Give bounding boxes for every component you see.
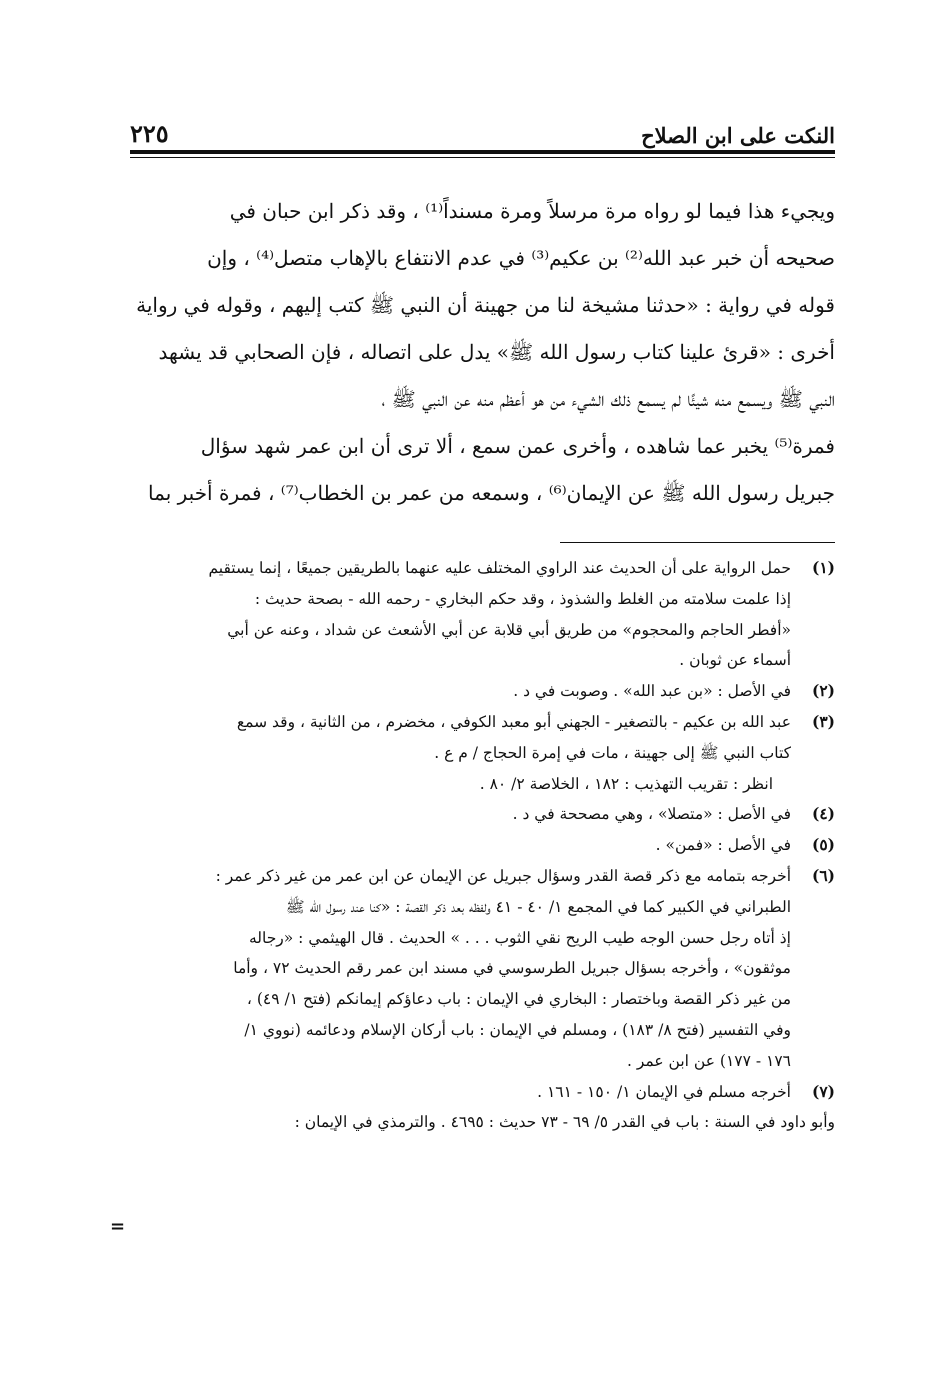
footnote-text — [110, 861, 791, 1077]
footnote-3 — [110, 707, 835, 799]
footnote-number: (٥) — [811, 835, 835, 855]
footnote-line: في الأصل : «فمن» . — [655, 836, 791, 855]
footnote-line: عبد الله بن عكيم - بالتصغير - الجهني أبو معبد الكوفي ، مخضرم ، من الثانية ، وقد سمع — [236, 712, 791, 731]
footnote-line: ١٧٦ - ١٧٧) عن ابن عمر . — [627, 1051, 791, 1070]
footnotes — [110, 553, 835, 1138]
footnote-7 — [110, 1077, 835, 1108]
footnote-1 — [110, 553, 835, 676]
header-rule-thick — [130, 150, 835, 154]
body-line: صحيحه أن خبر عبد الله⁽²⁾ بن عكيم⁽³⁾ في عدم الانتفاع بالإهاب متصل⁽⁴⁾ ، وإن — [207, 246, 835, 270]
footnote-separator — [560, 542, 835, 543]
footnote-line: «أفطر الحاجم والمحجوم» من طريق أبي قلابة عن أبي الأشعث عن شداد ، وعنه عن أبي — [227, 620, 791, 639]
footnote-4 — [110, 799, 835, 830]
body-line: فمرة⁽⁵⁾ يخبر عما شاهده ، وأخرى عمن سمع ، ألا ترى أن ابن عمر شهد سؤال — [200, 434, 835, 458]
footnote-line: أخرجه بتمامه مع ذكر قصة القدر وسؤال جبريل عن الإيمان عن ابن عمر من غير ذكر عمر : — [215, 866, 791, 885]
body-line: ويجيء هذا فيما لو رواه مرة مرسلاً ومرة مسنداً⁽¹⁾ ، وقد ذكر ابن حبان في — [229, 199, 835, 223]
footnote-line: حمل الرواية على أن الحديث عند الراوي المختلف عليه عنهما بالطريقين جميعًا ، إنما يستقيم — [208, 559, 791, 577]
footnote-number: (٢) — [811, 681, 835, 701]
body-line: أخرى : «قرئ علينا كتاب رسول الله ﷺ» يدل على اتصاله ، فإن الصحابي قد يشهد — [158, 340, 835, 364]
footnote-line: موثقون» ، وأخرجه بسؤال جبريل الطرسوسي في مسند ابن عمر رقم الحديث ٧٢ ، وأما — [233, 959, 791, 978]
footnote-line: في الأصل : «متصلا» ، وهي مصححة في د . — [512, 805, 791, 824]
header-rule-thin — [130, 157, 835, 158]
footnote-continuation: وأبو داود في السنة : باب في القدر ٥/ ٦٩ - ٧٣ حديث : ٤٦٩٥ . والترمذي في الإيمان : — [294, 1113, 835, 1132]
page-header — [130, 112, 835, 148]
footnote-number: (٧) — [811, 1081, 835, 1101]
running-title: النكت على ابن الصلاح — [641, 123, 835, 148]
body-line: قوله في رواية : «حدثنا مشيخة لنا من جهينة أن النبي ﷺ كتب إليهم ، وقوله في رواية — [136, 293, 835, 317]
footnote-text — [110, 1077, 791, 1108]
footnote-text — [110, 707, 791, 799]
footnote-text — [110, 830, 791, 861]
body-line: النبي ﷺ ويسمع منه شيئًا لم يسمع ذلك الشيء من هو أعظم منه عن النبي ﷺ ، — [381, 387, 835, 411]
footnote-number: (٦) — [811, 865, 835, 885]
body-line: جبريل رسول الله ﷺ عن الإيمان⁽⁶⁾ ، وسمعه من عمر بن الخطاب⁽⁷⁾ ، فمرة أخبر بما — [148, 481, 835, 505]
footnote-line: أخرجه مسلم في الإيمان ١/ ١٥٠ - ١٦١ . — [537, 1082, 791, 1101]
footnote-line: انظر : تقريب التهذيب : ١٨٢ ، الخلاصة ٢/ ٨٠ . — [479, 774, 773, 793]
footnote-6 — [110, 861, 835, 1077]
footnote-line: كتاب النبي ﷺ إلى جهينة ، مات في إمرة الحجاج / م ع . — [434, 743, 791, 762]
footnote-line: الطبراني في الكبير كما في المجمع ١/ ٤٠ - ٤١ ولفظه بعد ذكر القصة : «كنا عند رسول الله ﷺ — [285, 897, 791, 916]
footnote-line: من غير ذكر القصة وباختصار : البخاري في الإيمان : باب دعاؤكم إيمانكم (فتح ١/ ٤٩) ، — [246, 990, 791, 1009]
footnote-number: (٣) — [811, 711, 835, 731]
continuation-marker: = — [110, 1216, 126, 1237]
footnote-line: في الأصل : «بن عبد الله» . وصوبت في د . — [513, 682, 791, 701]
footnote-5 — [110, 830, 835, 861]
main-text — [130, 188, 835, 517]
footnote-number: (١) — [811, 558, 835, 577]
footnote-line: إذ أتاه رجل حسن الوجه طيب الريح نقي الثوب . . . » الحديث . قال الهيثمي : «رجاله — [248, 928, 791, 947]
footnote-2 — [110, 676, 835, 707]
footnote-line: إذا علمت سلامته من الغلط والشذوذ ، وقد حكم البخاري - رحمه الله - بصحة حديث : — [254, 589, 791, 608]
footnote-text — [110, 799, 791, 830]
footnote-line: وفي التفسير (فتح ٨/ ١٨٣) ، ومسلم في الإيمان : باب أركان الإسلام ودعائمه (نووي ١/ — [244, 1020, 791, 1039]
footnote-line: أسماء عن ثوبان . — [679, 651, 791, 670]
page-number: ٢٢٥ — [130, 119, 169, 148]
footnote-text — [110, 676, 791, 707]
footnote-number: (٤) — [811, 804, 835, 824]
footnote-text — [110, 553, 791, 676]
